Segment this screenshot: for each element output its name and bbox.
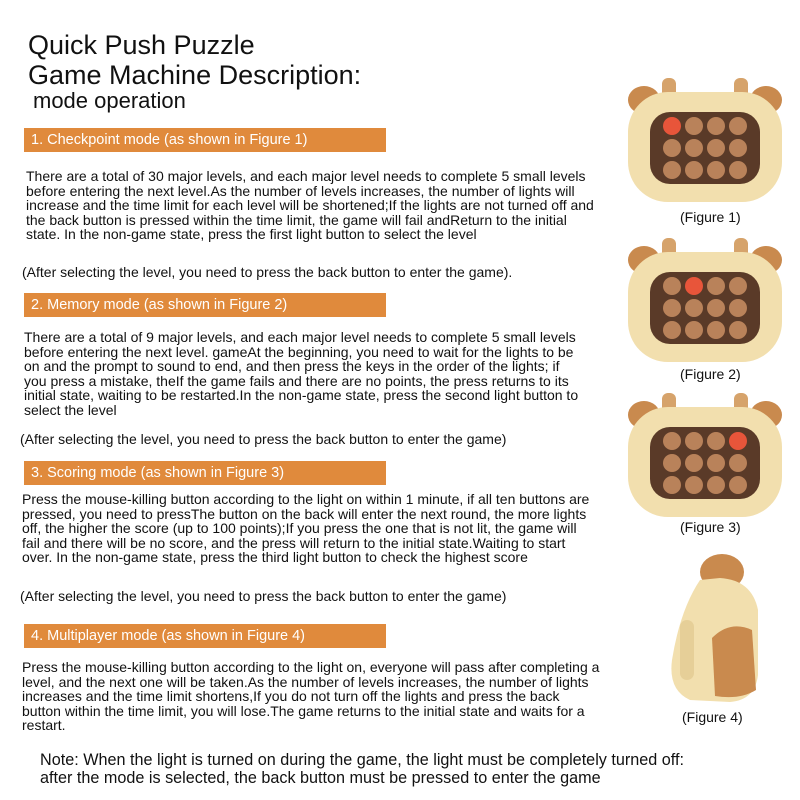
- light-button: [685, 454, 703, 472]
- footer-note: [40, 751, 684, 787]
- lit-light-button: [685, 277, 703, 295]
- section-heading-memory: 2. Memory mode (as shown in Figure 2): [24, 293, 386, 317]
- light-button: [707, 476, 725, 494]
- light-button: [707, 277, 725, 295]
- light-button: [685, 299, 703, 317]
- light-button: [707, 161, 725, 179]
- page-title-line2: Game Machine Description:: [28, 60, 362, 90]
- light-button: [685, 161, 703, 179]
- lit-light-button: [729, 432, 747, 450]
- light-button: [707, 454, 725, 472]
- page-title-line1: Quick Push Puzzle: [28, 30, 255, 60]
- section-heading-checkpoint: 1. Checkpoint mode (as shown in Figure 1): [24, 128, 386, 152]
- light-button: [663, 277, 681, 295]
- light-button: [685, 432, 703, 450]
- figure-1-device-image: [622, 70, 788, 206]
- light-button: [663, 321, 681, 339]
- figure-3-device-image: [622, 385, 788, 521]
- light-button: [729, 454, 747, 472]
- section-heading-scoring: 3. Scoring mode (as shown in Figure 3): [24, 461, 386, 485]
- light-button: [729, 161, 747, 179]
- light-button: [729, 476, 747, 494]
- light-button: [707, 321, 725, 339]
- section-body-multiplayer: Press the mouse-killing button according to the light on, everyone will pass after completing a level, and the next one will be taken.As the number of levels increases, the number of lights increases and the time limit shortens,If you do not turn off the lights and press the back button within the time limit, you will lose.The game returns to the initial state and waits for a restart.: [22, 659, 600, 734]
- device-back-shell: [712, 626, 756, 697]
- figure-4-device-side-image: [660, 550, 770, 705]
- figure-2-device-image: [622, 230, 788, 366]
- light-button: [707, 432, 725, 450]
- lit-light-button: [663, 117, 681, 135]
- device-edge: [680, 620, 694, 680]
- light-button: [729, 321, 747, 339]
- light-button: [663, 454, 681, 472]
- section-body-memory: There are a total of 9 major levels, and each major level needs to complete 5 small levels before entering the next level. gameAt the beginning, you need to wait for the lights to be on and the prompt to sound to end, and then press the keys in the order of the lights; if you press a mistake, theIf the game fails and there are no points, the press returns to its initial state, waiting to be restarted.In the non-game state, press the second light button to select the level: [24, 329, 579, 418]
- footer-note-line2: after the mode is selected, the back button must be pressed to enter the game: [40, 769, 601, 787]
- light-button: [663, 476, 681, 494]
- light-button: [729, 139, 747, 157]
- light-button: [729, 299, 747, 317]
- section-after-memory: (After selecting the level, you need to press the back button to enter the game): [20, 431, 507, 447]
- section-body-checkpoint: There are a total of 30 major levels, and each major level needs to complete 5 small levels before entering the next level.As the number of levels increases, the number of lights will increase and the time limit for each level will be shortened;If the lights are not turned off and the back button is pressed within the time limit, the game will fail andReturn to the initial state. In the non-game state, press the first light button to select the level: [26, 168, 594, 243]
- light-button: [685, 321, 703, 339]
- section-heading-multiplayer: 4. Multiplayer mode (as shown in Figure 4): [24, 624, 386, 648]
- light-button: [685, 139, 703, 157]
- figure-3-label: (Figure 3): [680, 519, 741, 535]
- light-button: [663, 432, 681, 450]
- light-button: [707, 299, 725, 317]
- figure-4-label: (Figure 4): [682, 709, 743, 725]
- light-button: [663, 139, 681, 157]
- light-button: [707, 117, 725, 135]
- figure-1-label: (Figure 1): [680, 209, 741, 225]
- light-button: [663, 161, 681, 179]
- light-button: [729, 117, 747, 135]
- light-button: [685, 117, 703, 135]
- section-body-scoring: Press the mouse-killing button according to the light on within 1 minute, if all ten buttons are pressed, you need to pressThe button on the back will enter the next round, the more lights off, the higher the score (up to 100 points);If you press the one that is not lit, the game will fail and there will be no score, and the press will return to the initial state.Waiting to start over. In the non-game state, press the third light button to check the highest score: [22, 491, 590, 566]
- light-button: [663, 299, 681, 317]
- light-button: [729, 277, 747, 295]
- footer-note-line1: Note: When the light is turned on during the game, the light must be completely turned off:: [40, 751, 684, 769]
- light-button: [685, 476, 703, 494]
- figure-2-label: (Figure 2): [680, 366, 741, 382]
- section-after-scoring: (After selecting the level, you need to press the back button to enter the game): [20, 588, 507, 604]
- section-after-checkpoint: (After selecting the level, you need to press the back button to enter the game).: [22, 264, 513, 280]
- page-subtitle: mode operation: [33, 88, 186, 113]
- light-button: [707, 139, 725, 157]
